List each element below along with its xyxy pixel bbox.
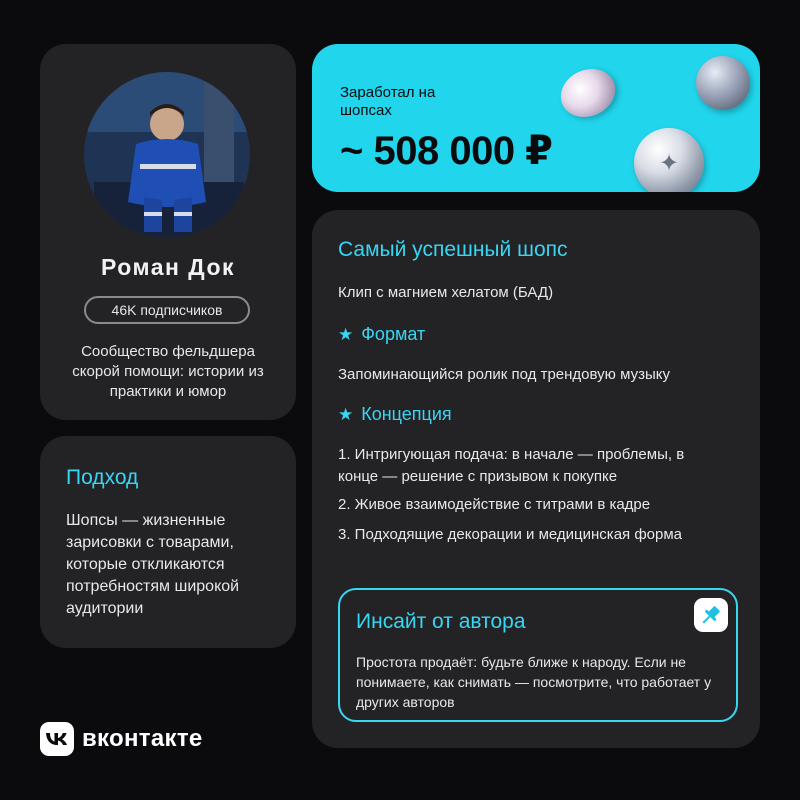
subscriber-count-badge: 46K подписчиков — [84, 296, 250, 324]
approach-card — [40, 436, 296, 648]
approach-title: Подход — [66, 466, 139, 489]
star-icon: ★ — [338, 324, 354, 344]
profile-description: Сообщество фельдшера скорой помощи: истории из практики и юмор — [72, 343, 264, 400]
concept-item: 1. Интригующая подача: в начале — проблемы, в конце — решение с призывом к покупке — [338, 446, 685, 485]
earnings-label: Заработал на шопсах — [340, 84, 436, 119]
vk-logo — [40, 722, 203, 756]
main-subtitle: Клип с магнием хелатом (БАД) — [338, 284, 554, 301]
vk-logo-icon — [40, 722, 74, 756]
avatar-photo — [84, 72, 250, 238]
insight-text: Простота продаёт: будьте ближе к народу. Если не понимаете, как снимать — посмотрите, что работает у других авторов — [356, 654, 712, 710]
profile-name: Роман Док — [100, 254, 236, 280]
concept-heading-label: Концепция — [361, 404, 452, 424]
avatar — [84, 72, 250, 238]
format-heading — [338, 324, 425, 345]
coin-icon: ✦ — [634, 128, 704, 192]
concept-heading — [338, 404, 452, 425]
main-card — [312, 210, 760, 748]
coin-icon — [696, 56, 750, 110]
main-title: Самый успешный шопс — [338, 238, 568, 261]
insight-box — [338, 588, 738, 722]
format-text: Запоминающийся ролик под трендовую музыку — [338, 366, 670, 383]
vk-logo-text: вконтакте — [82, 725, 203, 752]
approach-text: Шопсы — жизненные зарисовки с товарами, которые откликаются потребностям широкой аудитории — [66, 512, 240, 617]
coin-icon — [553, 60, 623, 125]
star-icon: ★ — [338, 404, 354, 424]
insight-title: Инсайт от автора — [356, 610, 526, 633]
concept-item: 3. Подходящие декорации и медицинская форма — [338, 526, 683, 543]
earnings-banner — [312, 44, 760, 192]
profile-card — [40, 44, 296, 420]
pin-icon — [694, 598, 728, 632]
earnings-amount: ~ 508 000 ₽ — [340, 129, 553, 173]
format-heading-label: Формат — [361, 324, 426, 344]
concept-item: 2. Живое взаимодействие с титрами в кадре — [338, 496, 651, 513]
